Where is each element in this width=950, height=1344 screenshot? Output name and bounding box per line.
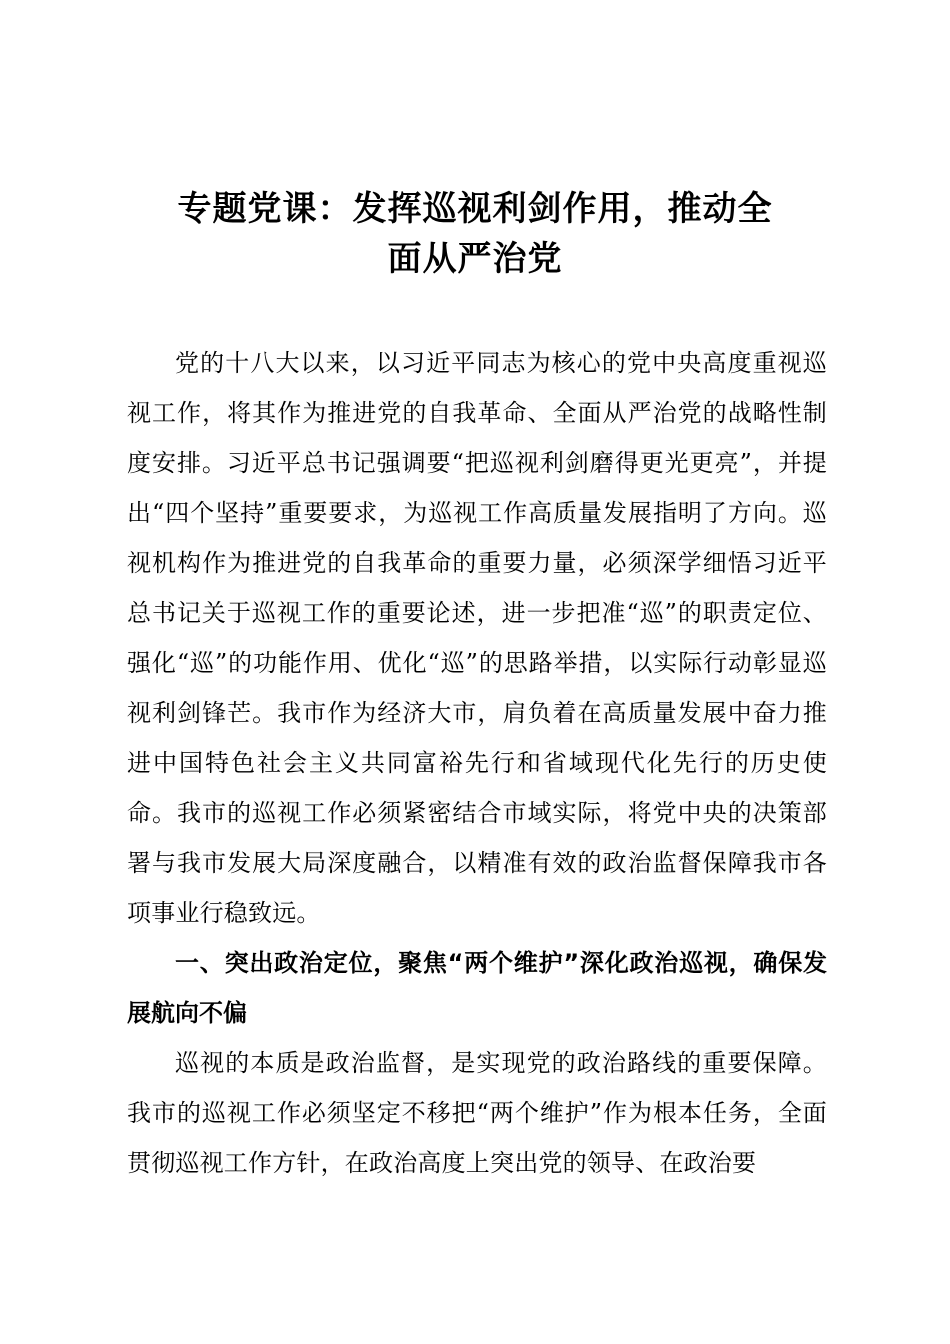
intro-paragraph: 党的十八大以来，以习近平同志为核心的党中央高度重视巡视工作，将其作为推进党的自我革命、全面从严治党的战略性制度安排。习近平总书记强调要“把巡视利剑磨得更光更亮”，并提出“四个坚持”重要要求，为巡视工作高质量发展指明了方向。巡视机构作为推进党的自我革命的重要力量，必须深学细悟习近平总书记关于巡视工作的重要论述，进一步把准“巡”的职责定位、强化“巡”的功能作用、优化“巡”的思路举措，以实际行动彰显巡视利剑锋芒。我市作为经济大市，肩负着在高质量发展中奋力推进中国特色社会主义共同富裕先行和省域现代化先行的历史使命。我市的巡视工作必须紧密结合市域实际，将党中央的决策部署与我市发展大局深度融合，以精准有效的政治监督保障我市各项事业行稳致远。 [127, 349, 827, 927]
section-1-paragraph: 巡视的本质是政治监督，是实现党的政治路线的重要保障。我市的巡视工作必须坚定不移把“两个维护”作为根本任务，全面贯彻巡视工作方针，在政治高度上突出党的领导、在政治要 [127, 1049, 827, 1177]
title-line-1: 专题党课：发挥巡视利剑作用，推动全 [177, 189, 773, 229]
title-line-2: 面从严治党 [387, 239, 563, 279]
document-body [127, 338, 827, 1188]
section-heading-1: 一、突出政治定位，聚焦“两个维护”深化政治巡视，确保发展航向不偏 [127, 949, 827, 1027]
document-title [120, 184, 830, 284]
